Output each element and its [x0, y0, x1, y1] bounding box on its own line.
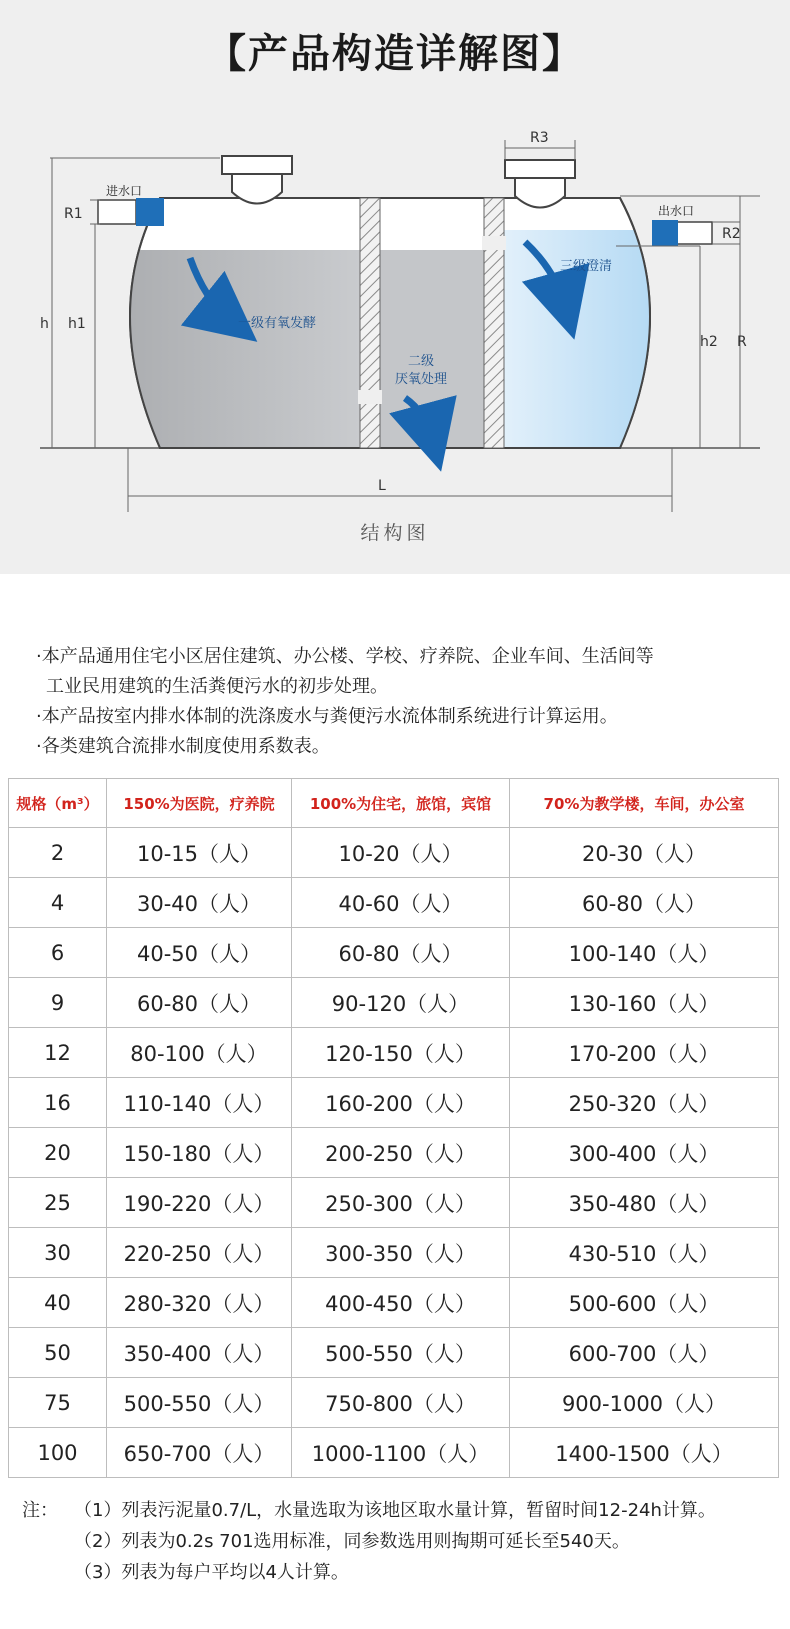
table-row [9, 1428, 779, 1478]
table-cell: 500-550（人） [292, 1328, 510, 1378]
table-row [9, 1378, 779, 1428]
table-cell: 750-800（人） [292, 1378, 510, 1428]
table-cell: 350-400（人） [107, 1328, 292, 1378]
partition-wall-right [484, 198, 504, 448]
table-cell: 60-80（人） [510, 878, 779, 928]
table-cell: 1000-1100（人） [292, 1428, 510, 1478]
intro-note: ·本产品通用住宅小区居住建筑、办公楼、学校、疗养院、企业车间、生活间等 [36, 646, 654, 667]
stage3-label: 三级澄清 [560, 259, 613, 274]
header-residence: 100%为住宅，旅馆，宾馆 [292, 779, 510, 828]
table-row [9, 1228, 779, 1278]
dim-r2: R2 [722, 226, 741, 242]
dim-r3: R3 [530, 130, 549, 146]
header-school: 70%为教学楼，车间，办公室 [510, 779, 779, 828]
table-cell: 12 [9, 1028, 107, 1078]
manhole-left [222, 156, 292, 204]
table-cell: 110-140（人） [107, 1078, 292, 1128]
table-cell: 30 [9, 1228, 107, 1278]
footnote-lead: 注： [22, 1500, 58, 1521]
table-cell: 600-700（人） [510, 1328, 779, 1378]
partition-wall-left [360, 198, 380, 448]
footnote-item: （2）列表为0.2s 701选用标准，同参数选用则掏期可延长至540天。 [74, 1531, 630, 1552]
page-title: 【产品构造详解图】 [206, 31, 584, 77]
table-row [9, 878, 779, 928]
table-row [9, 928, 779, 978]
diagram-caption: 结构图 [360, 522, 430, 544]
intro-notes [36, 642, 776, 762]
table-cell: 130-160（人） [510, 978, 779, 1028]
table-cell: 30-40（人） [107, 878, 292, 928]
table-row [9, 1128, 779, 1178]
table-cell: 40-50（人） [107, 928, 292, 978]
table-cell: 60-80（人） [107, 978, 292, 1028]
table-row [9, 828, 779, 878]
table-row [9, 1028, 779, 1078]
intro-note: ·各类建筑合流排水制度使用系数表。 [36, 736, 330, 757]
table-cell: 10-20（人） [292, 828, 510, 878]
table-row [9, 978, 779, 1028]
table-cell: 300-350（人） [292, 1228, 510, 1278]
table-cell: 500-600（人） [510, 1278, 779, 1328]
table-cell: 300-400（人） [510, 1128, 779, 1178]
dim-h2: h2 [700, 334, 718, 350]
table-cell: 650-700（人） [107, 1428, 292, 1478]
table-header-row [9, 779, 779, 828]
table-cell: 90-120（人） [292, 978, 510, 1028]
table-cell: 120-150（人） [292, 1028, 510, 1078]
table-row [9, 1278, 779, 1328]
outlet-pipe [676, 222, 712, 244]
table-cell: 20-30（人） [510, 828, 779, 878]
stage1-water [100, 250, 360, 450]
table-cell: 100 [9, 1428, 107, 1478]
table-cell: 900-1000（人） [510, 1378, 779, 1428]
table-cell: 40 [9, 1278, 107, 1328]
table-cell: 6 [9, 928, 107, 978]
header-spec: 规格（m³） [9, 779, 107, 828]
table-cell: 60-80（人） [292, 928, 510, 978]
intro-note: ·本产品按室内排水体制的洗涤废水与粪便污水流体制系统进行计算运用。 [36, 706, 618, 727]
table-cell: 430-510（人） [510, 1228, 779, 1278]
table-cell: 25 [9, 1178, 107, 1228]
table-cell: 75 [9, 1378, 107, 1428]
table-row [9, 1078, 779, 1128]
table-cell: 400-450（人） [292, 1278, 510, 1328]
table-cell: 350-480（人） [510, 1178, 779, 1228]
table-body [9, 828, 779, 1478]
capacity-table [8, 778, 779, 1478]
table-cell: 2 [9, 828, 107, 878]
table-cell: 50 [9, 1328, 107, 1378]
table-cell: 1400-1500（人） [510, 1428, 779, 1478]
inlet-label: 进水口 [106, 184, 143, 198]
table-cell: 40-60（人） [292, 878, 510, 928]
intro-note: 工业民用建筑的生活粪便污水的初步处理。 [46, 676, 388, 697]
table-cell: 200-250（人） [292, 1128, 510, 1178]
stage2-label-line1: 二级 [408, 354, 435, 369]
header-hospital: 150%为医院，疗养院 [107, 779, 292, 828]
table-row [9, 1328, 779, 1378]
table-cell: 10-15（人） [107, 828, 292, 878]
table-cell: 9 [9, 978, 107, 1028]
table-cell: 100-140（人） [510, 928, 779, 978]
stage2-label-line2: 厌氧处理 [395, 372, 448, 387]
table-cell: 250-300（人） [292, 1178, 510, 1228]
inlet-pipe [98, 200, 136, 224]
table-cell: 280-320（人） [107, 1278, 292, 1328]
table-cell: 170-200（人） [510, 1028, 779, 1078]
table-cell: 190-220（人） [107, 1178, 292, 1228]
footnotes [22, 1495, 782, 1588]
dim-h1: h1 [68, 316, 86, 332]
dim-r: R [737, 334, 747, 350]
table-cell: 220-250（人） [107, 1228, 292, 1278]
table-cell: 160-200（人） [292, 1078, 510, 1128]
table-cell: 4 [9, 878, 107, 928]
table-row [9, 1178, 779, 1228]
tank-structure-diagram [0, 120, 790, 520]
table-cell: 250-320（人） [510, 1078, 779, 1128]
table-cell: 500-550（人） [107, 1378, 292, 1428]
dim-h: h [40, 316, 49, 332]
dim-r1: R1 [64, 206, 83, 222]
table-cell: 150-180（人） [107, 1128, 292, 1178]
diagram-panel [0, 0, 790, 574]
dim-l: L [378, 478, 386, 494]
stage1-label: 一级有氧发酵 [238, 316, 317, 331]
footnote-item: （1）列表污泥量0.7/L，水量选取为该地区取水量计算，暂留时间12-24h计算。 [74, 1500, 716, 1521]
outlet-label: 出水口 [658, 204, 695, 218]
footnote-item: （3）列表为每户平均以4人计算。 [74, 1562, 349, 1583]
table-cell: 20 [9, 1128, 107, 1178]
table-cell: 80-100（人） [107, 1028, 292, 1078]
table-cell: 16 [9, 1078, 107, 1128]
